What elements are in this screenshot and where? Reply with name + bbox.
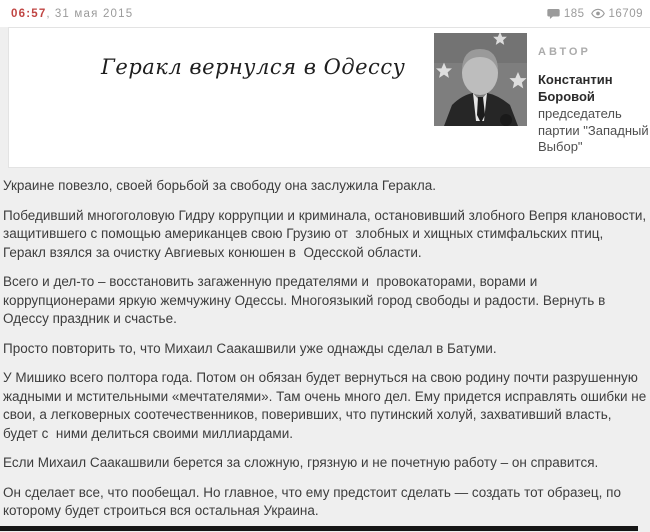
- article-paragraph: Победивший многоголовую Гидру коррупции и криминала, остановивший злобного Вепря клановости, защитившего с помощью американцев свою Грузию от злобных и хищных стимфальских птиц, Геракл взялся за очистку Авгиевых конюшен в Одесской области.: [3, 207, 650, 260]
- article-paragraph: У Мишико всего полтора года. Потом он обязан будет вернуться на свою родину почти разрушенную жадными и мстительными «мечтателями». Там очень много дел. Ему придется исправлять ошибки не свои, а легковерных соотечественников, поверивших, что путинский холуй, захвативший власть, будет с ними делиться своими миллиардами.: [3, 370, 650, 441]
- views-stat: [591, 8, 643, 20]
- author-photo: [434, 33, 527, 126]
- article-body: [3, 177, 650, 532]
- comments-stat[interactable]: [547, 8, 585, 20]
- article-paragraph: Украине повезло, своей борьбой за свободу она заслужила Геракла.: [3, 178, 436, 193]
- article-paragraph: Просто повторить то, что Михаил Саакашвили уже однажды сделал в Батуми.: [3, 340, 497, 356]
- author-role: председатель партии "Западный Выбор": [538, 106, 649, 154]
- views-count: 16709: [608, 7, 643, 20]
- comment-bubble-icon: [547, 8, 560, 20]
- author-name: Константин Боровой: [538, 72, 613, 104]
- author-block: [538, 46, 650, 156]
- publish-datetime: [11, 8, 133, 20]
- article-stats: [547, 8, 643, 20]
- datetime-separator: ,: [46, 7, 51, 20]
- article-paragraph: Если Михаил Саакашвили берется за сложную, грязную и не почетную работу – он справится.: [3, 455, 599, 470]
- top-meta-bar: [0, 0, 650, 27]
- article-header-card: [8, 27, 650, 168]
- article-paragraph: Он сделает все, что пообещал. Но главное, что ему предстоит сделать — создать тот образец, по которому будет строиться вся остальная Украина.: [3, 484, 625, 518]
- publish-date: 31 мая 2015: [54, 7, 134, 20]
- bottom-divider-bar: [0, 526, 638, 531]
- comments-count: 185: [563, 7, 585, 20]
- author-label: АВТОР: [538, 46, 591, 58]
- eye-icon: [591, 8, 605, 19]
- page-title: Геракл вернулся в Одессу: [101, 55, 406, 79]
- article-paragraph: Всего и дел-то – восстановить загаженную предателями и провокаторами, ворами и коррупционерами яркую жемчужину Одессы. Многоязыкий город свободы и радости. Вернуть в Одессу праздник и счастье.: [3, 274, 610, 326]
- publish-time: 06:57: [11, 7, 47, 20]
